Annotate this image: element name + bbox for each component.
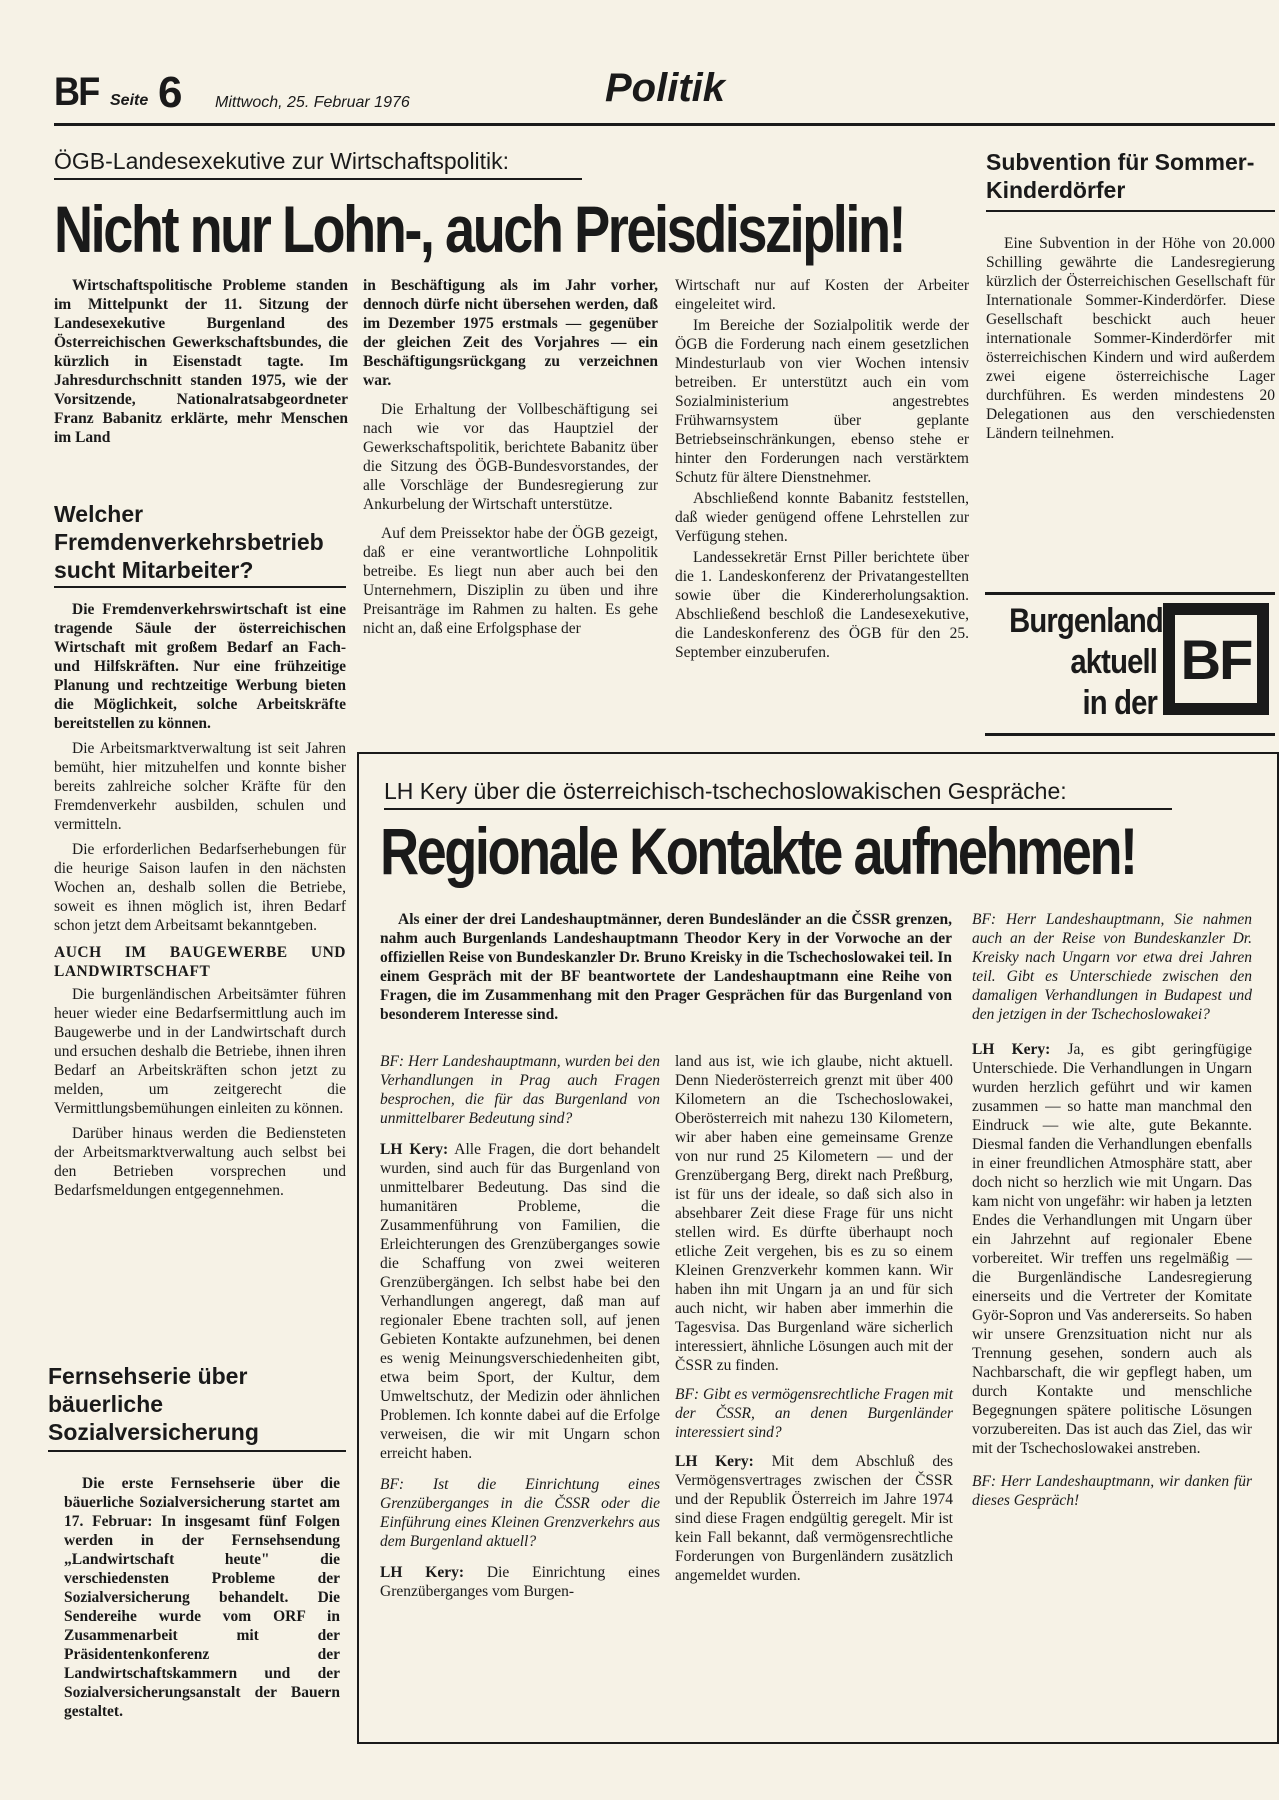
interview-answer: [380, 1140, 660, 1463]
answer-text: Ja, es gibt geringfügige Unterschiede. Die Verhandlungen in Ungarn wurden herzlich geführt und wir kamen zusammen — so hatte man manchmal den Eindruck — wie alte, gute Bekannte. Diesmal fanden die Verhandlungen ebenfalls in einer freundlichen Atmosphäre statt, aber doch nicht so herzlich wie mit Ungarn. Das kam nicht von ungefähr: wir haben ja letzten Endes die Verhandlungen mit Ungarn über ein Jahrzehnt auf regionaler Ebene vorbereitet. Wir treffen uns regelmäßig — die Burgenländische Landesregierung einerseits und die Vertreter der Komitate Györ-Sopron und Vas andererseits. So haben wir unsere Grenzsituation nicht nur als Trennung gesehen, sondern auch als Nachbarschaft, die wir gepflegt haben, um durch Kontakte und menschliche Begegnungen spätere politische Lösungen vorzubereiten. Das ist auch das Ziel, das wir mit der Tschechoslowakei anstreben.: [972, 1041, 1252, 1457]
article2-rule: [54, 586, 346, 588]
interview-answer: [972, 1040, 1252, 1458]
article2-body: [54, 600, 346, 1206]
article2-paragraph: Die erforderlichen Bedarfserhebungen für die heurige Saison laufen in den nächsten Wochen an, deshalb sollen die Betriebe, soweit es ihnen möglich ist, ihren Bedarf schon jetzt dem Arbeitsamt bekanntgeben.: [54, 841, 346, 934]
speaker-label: LH Kery:: [675, 1453, 754, 1470]
interview-answer-cont: land aus ist, wie ich glaube, nicht aktuell. Denn Niederösterreich grenzt mit über 400 Kilometern an die Tschechoslowakei, Oberösterreich mit nahezu 130 Kilometern, wir aber haben eine gemeinsame Grenze von nur rund 25 Kilometern — und der Grenzübergang Berg, direkt nach Preßburg, ist für uns der ideale, so daß sich also in absehbarer Zeit diese Frage für uns nicht stellen wird. Es dürfte überhaupt noch etliche Zeit vergehen, bis es zu so einem Kleinen Grenzverkehr kommen kann. Wir haben ihn mit Ungarn ja an und für sich auch nicht, wir haben aber immerhin die Tagesvisa. Das Burgenland wäre sicherlich interessiert, ähnliche Lösungen auch mit der ČSSR zu finden.: [675, 1053, 953, 1374]
speaker-label: LH Kery:: [380, 1564, 464, 1581]
interview-answer: [380, 1563, 660, 1601]
article5-kicker-rule: [384, 808, 1172, 810]
article1-lead: Wirtschaftspolitische Probleme standen im Mittelpunkt der 11. Sitzung der Landesexekutive Burgenland des Österreichischen Gewerkschaftsbundes, die kürzlich in Eisenstadt tagte. Im Jahresdurchschnitt standen 1975, wie der Vorsitzende, Nationalratsabgeordneter Franz Babanitz erklärte, mehr Menschen im Land: [54, 277, 348, 446]
article1-column-2: [363, 276, 658, 644]
advert-line: Burgenland: [1009, 602, 1163, 640]
article5-headline: Regionale Kontakte aufnehmen!: [380, 814, 1136, 888]
article3-rule: [48, 1450, 346, 1452]
article1-lead-cont: in Beschäftigung als im Jahr vorher, dennoch dürfe nicht übersehen werden, daß im Dezember 1975 erstmals — gegenüber der gleichen Zeit des Vorjahres — ein Beschäftigungsrückgang zu verzeichnen war.: [363, 277, 658, 389]
answer-text: Alle Fragen, die dort behandelt wurden, sind auch für das Burgenland von unmittelbarer Bedeutung. Das sind die humanitären Probleme, die Zusammenführung von Familien, die Erleichterungen des Grenzüberganges sowie die Schaffung von zwei weiteren Grenzübergängen. Ich selbst habe bei den Verhandlungen angeregt, daß man auf regionaler Ebene trachten soll, auf jenen Gebieten Kontakte aufzunehmen, bei denen es wenig Meinungsverschiedenheiten gibt, etwa beim Sport, der Kultur, dem Umweltschutz, der Medizin oder ähnlichen Problemen. Ich konnte dabei auf die Erfolge verweisen, die wir mit Ungarn schon erreicht haben.: [380, 1141, 660, 1462]
article4-text: Eine Subvention in der Höhe von 20.000 Schilling gewährte die Landesregierung kürzlich der Österreichischen Gesellschaft für Internationale Sommer-Kinderdörfer. Diese Gesellschaft beschickt auch heuer internationale Sommer-Kinderdörfer mit österreichischen Kindern und wird außerdem zwei eigene österreichische Lager durchführen. Es werden mindestens 20 Delegationen aus den verschiedensten Ländern teilnehmen.: [986, 235, 1275, 442]
page-number: 6: [158, 68, 183, 117]
answer-text: Die Einrichtung eines Grenzüberganges vom Burgen-: [380, 1564, 661, 1600]
article5-column-2: [675, 1052, 953, 1591]
bf-logo-box: [1163, 603, 1269, 715]
page-label: Seite: [110, 92, 149, 109]
interview-answer: [675, 1452, 953, 1585]
article5-column-1: [380, 1052, 660, 1607]
article3-text: Die erste Fernsehserie über die bäuerliche Sozialversicherung startet am 17. Februar: In insgesamt fünf Folgen werden in der Fernsehsendung „Landwirtschaft heute" die verschiedensten Probleme der Sozialversicherung behandelt. Die Sendereihe wurde vom ORF in Zusammenarbeit mit der Präsidentenkonferenz der Landwirtschaftskammern und der Sozialversicherungsanstalt der Bauern gestaltet.: [64, 1475, 340, 1720]
article1-column-1: [54, 276, 348, 453]
article4-rule: [986, 210, 1275, 212]
article1-kicker: ÖGB-Landesexekutive zur Wirtschaftspolitik:: [54, 148, 510, 174]
interview-question: BF: Herr Landeshauptmann, wurden bei den Verhandlungen in Prag auch Fragen besprochen, die für das Burgenland von unmittelbarer Bedeutung sind?: [380, 1053, 660, 1127]
section-title: Politik: [605, 66, 726, 110]
article5-kicker: LH Kery über die österreichisch-tschechoslowakischen Gespräche:: [384, 778, 1067, 804]
interview-closing: BF: Herr Landeshauptmann, wir danken für dieses Gespräch!: [972, 1473, 1252, 1509]
article1-paragraph: Abschließend konnte Babanitz feststellen, daß wieder genügend offene Lehrstellen zur Verfügung stehen.: [675, 490, 969, 545]
article2-lead: Die Fremdenverkehrswirtschaft ist eine tragende Säule der österreichischen Wirtschaft mit großem Bedarf an Fach- und Hilfskräften. Nur eine frühzeitige Planung und rechtzeitige Werbung bieten die Möglichkeit, solche Arbeitskräfte bereitstellen zu können.: [54, 601, 346, 732]
article5-lead-block: [380, 910, 952, 1030]
interview-question: BF: Herr Landeshauptmann, Sie nahmen auch an der Reise von Bundeskanzler Dr. Kreisky nach Ungarn vor etwa drei Jahren teil. Gibt es Unterschiede zwischen den damaligen Verhandlungen in Budapest und den jetzigen in der Tschechoslowakei?: [972, 911, 1252, 1023]
advert-text: [1009, 601, 1163, 724]
article2-paragraph: Die burgenländischen Arbeitsämter führen heuer wieder eine Bedarfsermittlung auch im Baugewerbe und in der Landwirtschaft durch und ersuchen deshalb die Betriebe, ihnen ihren Bedarf an Arbeitskräften schon jetzt zu melden, um zeitgerecht die Vermittlungsbemühungen einleiten zu können.: [54, 986, 346, 1117]
issue-date: Mittwoch, 25. Februar 1976: [215, 94, 410, 111]
speaker-label: LH Kery:: [972, 1041, 1051, 1058]
advert-line: aktuell: [1070, 643, 1157, 681]
article1-paragraph: Die Erhaltung der Vollbeschäftigung sei nach wie vor das Hauptziel der Gewerkschaftspolitik, berichtete Babanitz über die Sitzung des ÖGB-Bundesvorstandes, der alle Vorschläge der Bundesregierung zur Ankurbelung der Wirtschaft unterstütze.: [363, 401, 658, 513]
bf-advert: [985, 592, 1275, 736]
header-rule: [54, 123, 1275, 126]
bf-logo-letters: BF: [1175, 615, 1257, 703]
article1-paragraph: Auf dem Preissektor habe der ÖGB gezeigt, daß er eine verantwortliche Lohnpolitik betreibe. Es liegt nun aber auch bei den Unternehmern, Disziplin zu üben und ihre Preisanträge im Rahmen zu halten. Es gehe nicht an, daß eine Erfolgsphase der: [363, 525, 658, 637]
article1-kicker-rule: [54, 178, 582, 180]
article2-subhead: AUCH IM BAUGEWERBE UND LANDWIRTSCHAFT: [54, 944, 346, 980]
article5-lead: Als einer der drei Landeshauptmänner, deren Bundesländer an die ČSSR grenzen, nahm auch Burgenlands Landeshauptmann Theodor Kery in der Vorwoche an der offiziellen Reise von Bundeskanzler Dr. Bruno Kreisky in die Tschechoslowakei teil. In einem Gespräch mit der BF beantwortete der Landeshauptmann eine Reihe von Fragen, die im Zusammenhang mit den Prager Gesprächen für das Burgenland von besonderem Interesse sind.: [380, 911, 952, 1023]
article1-paragraph: Im Bereiche der Sozialpolitik werde der ÖGB die Forderung nach einem gesetzlichen Mindesturlaub von vier Wochen intensiv betreiben. Er unterstützt auch ein vom Sozialministerium angestrebtes Frühwarnsystem über geplante Betriebseinschränkungen, ebenso stehe er hinter den Forderungen nach verstärktem Schutz für ältere Dienstnehmer.: [675, 317, 969, 486]
article4-body: [986, 234, 1275, 449]
advert-line: in der: [1082, 684, 1157, 722]
masthead-logo: BF: [54, 70, 99, 114]
article5-column-3: [972, 910, 1252, 1516]
article3-body: [64, 1474, 340, 1727]
article2-headline: Welcher Fremdenverkehrsbetrieb sucht Mitarbeiter?: [54, 501, 324, 583]
interview-question: BF: Ist die Einrichtung eines Grenzüberganges in die ČSSR oder die Einführung eines Kleinen Grenzverkehrs aus dem Burgenland aktuell?: [380, 1476, 660, 1550]
article1-headline: Nicht nur Lohn-, auch Preisdisziplin!: [54, 192, 905, 266]
interview-question: BF: Gibt es vermögensrechtliche Fragen mit der ČSSR, an denen Burgenländer interessiert sind?: [675, 1386, 953, 1441]
article4-headline: Subvention für Sommer-Kinderdörfer: [986, 149, 1255, 203]
answer-text: Mit dem Abschluß des Vermögensvertrages zwischen der ČSSR und der Republik Österreich im Jahre 1974 sind diese Fragen endgültig geregelt. Mir ist kein Fall bekannt, daß vermögensrechtliche Forderungen von Burgenländern zusätzlich angemeldet wurden.: [675, 1453, 953, 1584]
article2-paragraph: Darüber hinaus werden die Bediensteten der Arbeitsmarktverwaltung auch selbst bei den Betrieben vorsprechen und Bedarfsmeldungen entgegennehmen.: [54, 1125, 346, 1199]
article1-paragraph: Wirtschaft nur auf Kosten der Arbeiter eingeleitet wird.: [675, 277, 969, 313]
speaker-label: LH Kery:: [380, 1141, 449, 1158]
article1-column-3: [675, 276, 969, 668]
article1-paragraph: Landessekretär Ernst Piller berichtete über die 1. Landeskonferenz der Privatangestellten sowie über die Kindererholungsaktion. Abschließend beschloß die Landesexekutive, die Landeskonferenz des ÖGB für den 25. September einzuberufen.: [675, 549, 969, 661]
article3-headline: Fernsehserie über bäuerliche Sozialversicherung: [48, 1363, 259, 1445]
article2-paragraph: Die Arbeitsmarktverwaltung ist seit Jahren bemüht, hier mitzuhelfen und konnte bisher bereits zahlreiche solcher Kräfte für den Fremdenverkehr ausbilden, schulen und vermitteln.: [54, 740, 346, 833]
